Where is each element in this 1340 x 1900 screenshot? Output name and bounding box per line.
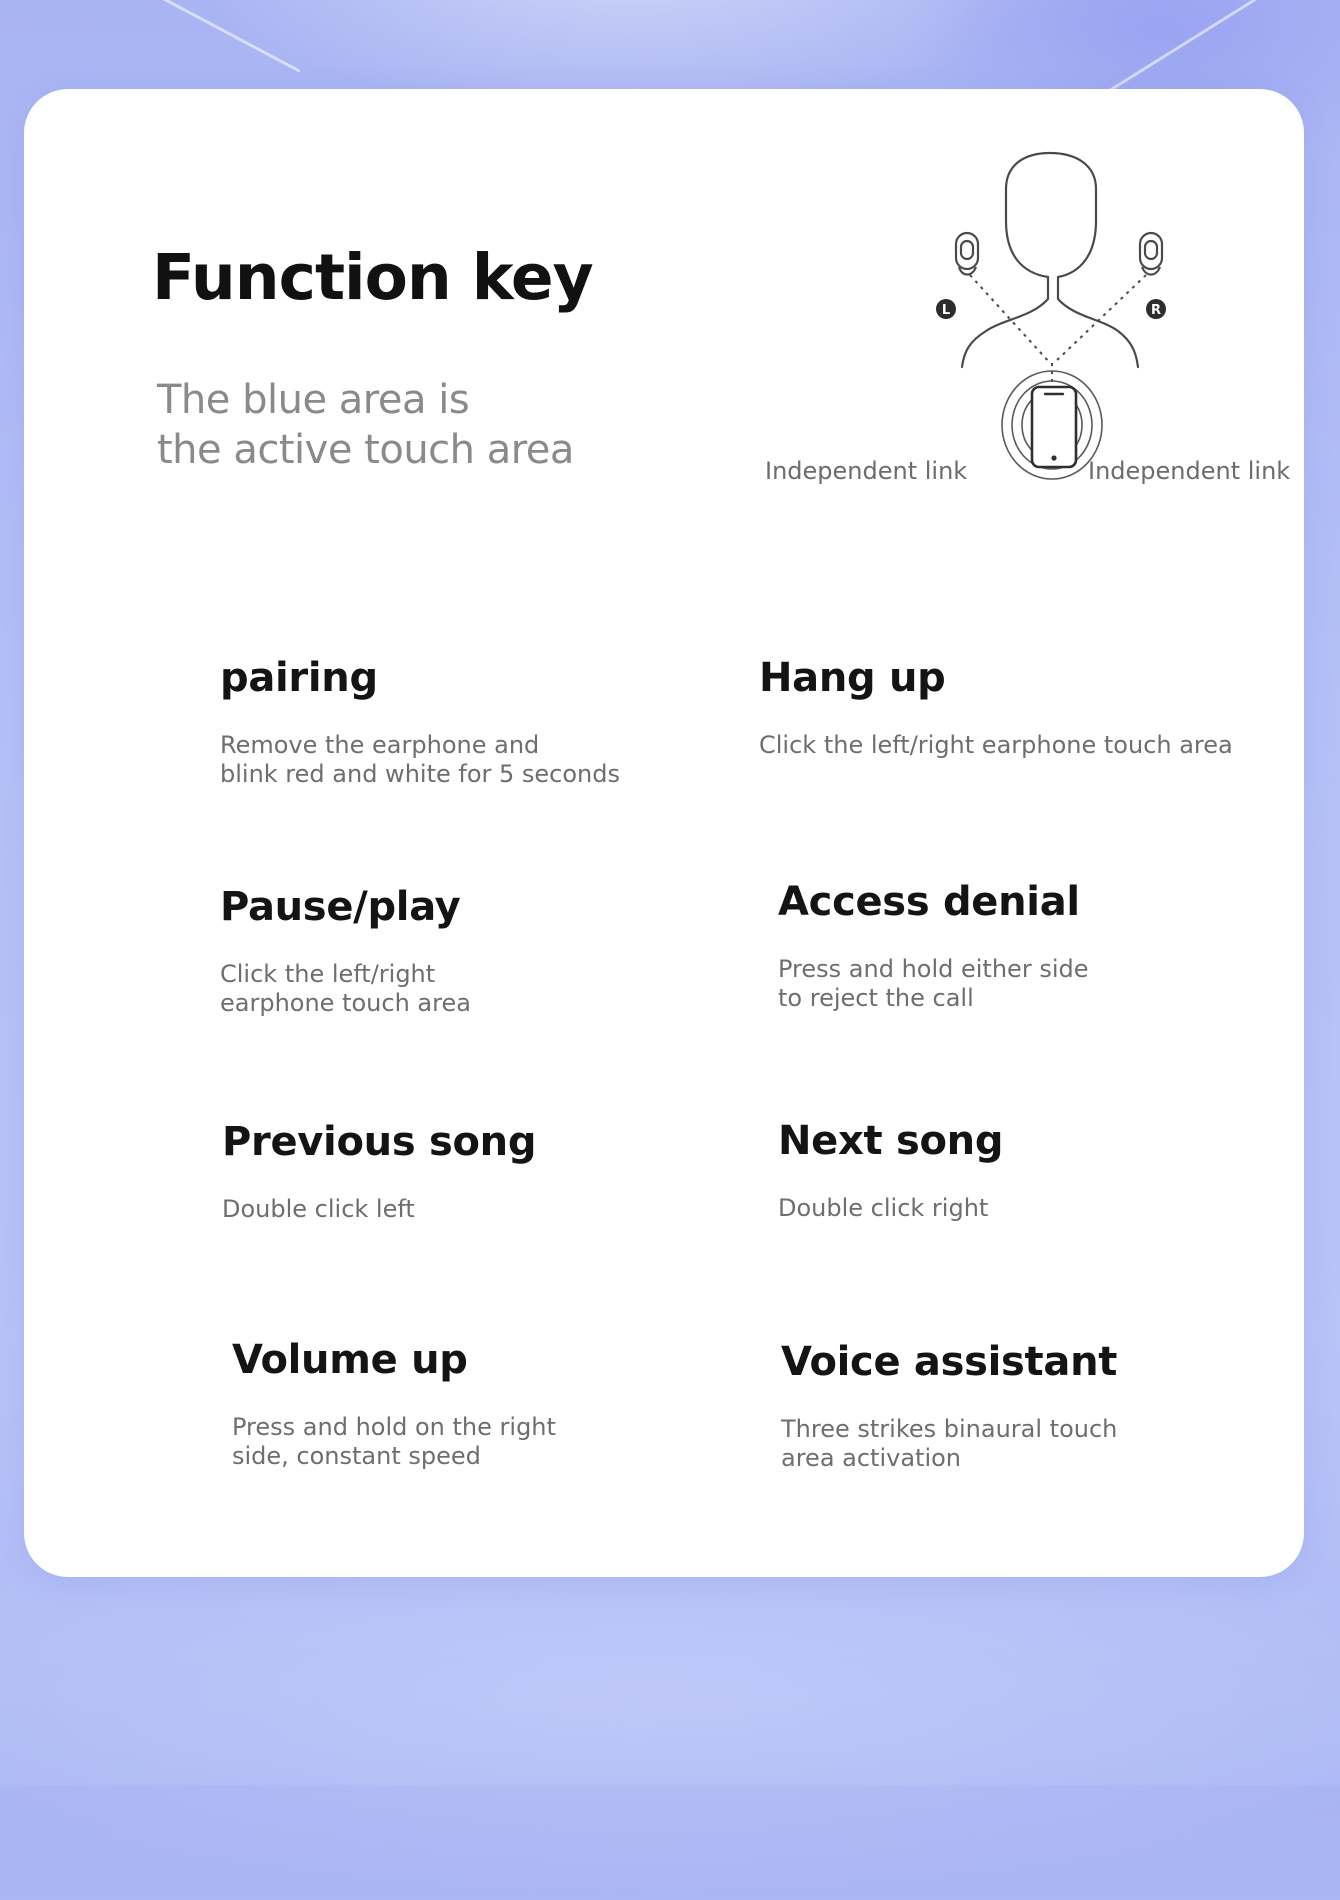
independent-link-left-label: Independent link bbox=[765, 457, 968, 485]
function-title: Voice assistant bbox=[781, 1339, 1118, 1385]
description-line: earphone touch area bbox=[220, 989, 471, 1017]
connection-diagram bbox=[926, 149, 1206, 489]
description-line: side, constant speed bbox=[232, 1442, 481, 1470]
function-title: pairing bbox=[220, 655, 378, 701]
function-title: Access denial bbox=[778, 879, 1080, 925]
page-title: Function key bbox=[152, 241, 593, 314]
background-light-streak bbox=[149, 0, 301, 73]
function-item-volume-up bbox=[232, 1337, 556, 1471]
function-description bbox=[778, 1194, 1003, 1223]
subtitle-line: The blue area is bbox=[157, 377, 470, 423]
function-title: Pause/play bbox=[220, 884, 461, 930]
function-item-access-denial bbox=[778, 879, 1089, 1013]
smartphone-icon bbox=[1032, 387, 1076, 467]
description-line: Double click right bbox=[778, 1194, 989, 1222]
function-title: Next song bbox=[778, 1118, 1004, 1164]
independent-link-right-label: Independent link bbox=[1088, 457, 1291, 485]
function-item-previous-song bbox=[222, 1119, 536, 1224]
subtitle-line: the active touch area bbox=[157, 427, 574, 473]
description-line: Double click left bbox=[222, 1195, 415, 1223]
description-line: Three strikes binaural touch bbox=[781, 1415, 1118, 1443]
function-description bbox=[781, 1415, 1117, 1473]
function-description bbox=[778, 955, 1089, 1013]
description-line: Press and hold either side bbox=[778, 955, 1089, 983]
function-description bbox=[222, 1195, 536, 1224]
description-line: to reject the call bbox=[778, 984, 974, 1012]
function-description bbox=[220, 731, 620, 789]
description-line: Remove the earphone and bbox=[220, 731, 540, 759]
function-item-hang-up bbox=[759, 655, 1233, 760]
description-line: Click the left/right bbox=[220, 960, 436, 988]
page-subtitle bbox=[157, 375, 574, 475]
description-line: area activation bbox=[781, 1444, 962, 1472]
description-line: Click the left/right earphone touch area bbox=[759, 731, 1233, 759]
background-light-streak bbox=[1103, 0, 1257, 95]
function-description bbox=[220, 960, 471, 1018]
function-description bbox=[759, 731, 1233, 760]
function-item-pause-play bbox=[220, 884, 471, 1018]
earbud-icon bbox=[956, 233, 978, 275]
function-title: Previous song bbox=[222, 1119, 537, 1165]
function-title: Hang up bbox=[759, 655, 946, 701]
function-item-pairing bbox=[220, 655, 620, 789]
earbud-icon bbox=[1140, 233, 1162, 275]
description-line: blink red and white for 5 seconds bbox=[220, 760, 620, 788]
description-line: Press and hold on the right bbox=[232, 1413, 556, 1441]
function-key-card bbox=[24, 89, 1304, 1577]
right-marker-label: R bbox=[1150, 303, 1162, 318]
function-item-voice-assistant bbox=[781, 1339, 1117, 1473]
function-description bbox=[232, 1413, 556, 1471]
left-marker-icon bbox=[936, 299, 956, 319]
function-title: Volume up bbox=[232, 1337, 468, 1383]
function-item-next-song bbox=[778, 1118, 1003, 1223]
left-marker-label: L bbox=[941, 303, 951, 318]
person-silhouette-icon bbox=[962, 153, 1138, 367]
right-marker-icon bbox=[1146, 299, 1166, 319]
